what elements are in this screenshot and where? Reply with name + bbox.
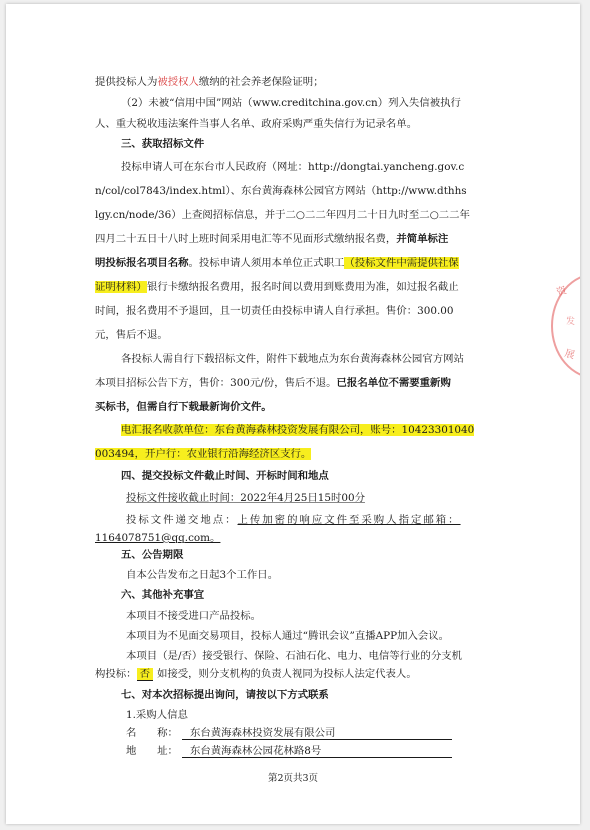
highlighted-text: 证明材料） bbox=[95, 281, 147, 293]
text-line: （2）未被“信用中国”网站（www.creditchina.gov.cn）列入失信被执行 bbox=[121, 97, 461, 109]
text-line bbox=[95, 255, 459, 271]
red-text: 被授权人 bbox=[157, 76, 199, 88]
svg-text:展: 展 bbox=[563, 348, 576, 362]
text-line: 自本公告发布之日起3个工作日。 bbox=[126, 569, 279, 581]
underlined-text: 上传加密的响应文件至采购人指定邮箱： bbox=[237, 514, 461, 526]
text-line: 元，售后不退。 bbox=[95, 329, 168, 341]
text-line bbox=[95, 231, 448, 247]
text-fragment: 投标文件递交地点： bbox=[126, 514, 238, 526]
text-line bbox=[95, 530, 220, 546]
text-line bbox=[121, 422, 474, 438]
section-heading-5: 五、公告期限 bbox=[121, 549, 184, 561]
underline-rule bbox=[182, 757, 452, 758]
company-seal bbox=[546, 266, 580, 386]
field-label: 名 称： bbox=[126, 727, 178, 739]
field-value: 东台黄海森林公园花林路8号 bbox=[189, 745, 322, 757]
highlighted-text: （投标文件中需提供社保 bbox=[344, 257, 459, 269]
bold-text: 并简单标注 bbox=[396, 233, 449, 245]
text-line: n/col/col7843/index.html）、东台黄海森林公园官方网站（http://www.dthhs bbox=[95, 185, 467, 197]
section-heading-3: 三、获取招标文件 bbox=[121, 138, 205, 150]
bold-text: 已报名单位不需要重新购 bbox=[336, 377, 451, 389]
text-fragment: 银行卡缴纳报名费用，报名时间以费用到账费用为准，如过报名截止 bbox=[146, 281, 459, 293]
text-fragment: 。投标申请人须用本单位正式职工 bbox=[188, 257, 345, 269]
highlighted-answer: 否 bbox=[137, 668, 153, 681]
text-line bbox=[95, 74, 324, 90]
text-line bbox=[95, 279, 459, 295]
text-line: 本项目为不见面交易项目，投标人通过“腾讯会议”直播APP加入会议。 bbox=[126, 630, 450, 642]
document-page bbox=[6, 4, 580, 824]
highlighted-text: 电汇报名收款单位：东台黄海森林投资发展有限公司，账号：10423301040 bbox=[121, 424, 475, 436]
text-line: 本项目（是/否）接受银行、保险、石油石化、电力、电信等行业的分支机 bbox=[126, 650, 462, 662]
section-heading-4: 四、提交投标文件截止时间、开标时间和地点 bbox=[121, 470, 329, 482]
text-line bbox=[95, 446, 311, 462]
text-fragment: 四月二十五日十八时上班时间采用电汇等不见面形式缴纳报名费， bbox=[95, 233, 397, 245]
text-line: 时间，报名费用不予退回，且一切责任由投标申请人自行承担。售价：300.00 bbox=[95, 305, 454, 317]
text-line: lgy.cn/node/36）上查阅招标信息，并于二○二二年四月二十日九时至二○二二年 bbox=[95, 209, 470, 221]
text-fragment: 缴纳的社会养老保险证明； bbox=[198, 76, 324, 88]
highlighted-text: 003494，开户行：农业银行沿海经济区支行。 bbox=[95, 448, 312, 460]
text-fragment: 如接受，则分支机构的负责人视同为投标人法定代表人。 bbox=[156, 668, 417, 680]
text-line: 投标申请人可在东台市人民政府（网址：http://dongtai.yancheng.gov.c bbox=[121, 161, 465, 173]
bold-text: 明投标报名项目名称 bbox=[95, 257, 189, 269]
section-heading-7: 七、对本次招标提出询问，请按以下方式联系 bbox=[121, 689, 329, 701]
section-heading-6: 六、其他补充事宜 bbox=[121, 589, 205, 601]
svg-text:发: 发 bbox=[566, 317, 576, 327]
text-line bbox=[126, 490, 365, 506]
text-line bbox=[95, 375, 451, 391]
svg-text:资: 资 bbox=[555, 285, 569, 299]
text-fragment: 本项目招标公告下方，售价：300元/份，售后不退。 bbox=[95, 377, 337, 389]
field-value: 东台黄海森林投资发展有限公司 bbox=[189, 727, 336, 739]
email-text: 1164078751@qq.com。 bbox=[95, 532, 221, 544]
text-line bbox=[126, 512, 461, 528]
text-line bbox=[95, 666, 417, 682]
page-footer: 第2页共3页 bbox=[267, 773, 319, 784]
field-label: 地 址： bbox=[126, 745, 178, 757]
text-line: 各投标人需自行下载招标文件，附件下载地点为东台黄海森林公园官方网站 bbox=[121, 353, 464, 365]
text-line: 买标书，但需自行下载最新询价文件。 bbox=[95, 401, 272, 413]
underline-rule bbox=[182, 739, 452, 740]
text-line: 1.采购人信息 bbox=[126, 709, 188, 721]
deadline-text: 投标文件接收截止时间：2022年4月25日15时00分 bbox=[126, 492, 365, 504]
text-fragment: 构投标： bbox=[95, 668, 137, 680]
text-line: 本项目不接受进口产品投标。 bbox=[126, 610, 262, 622]
text-line: 人、重大税收违法案件当事人名单、政府采购严重失信行为记录名单。 bbox=[95, 118, 418, 130]
text-fragment: 提供投标人为 bbox=[95, 76, 158, 88]
